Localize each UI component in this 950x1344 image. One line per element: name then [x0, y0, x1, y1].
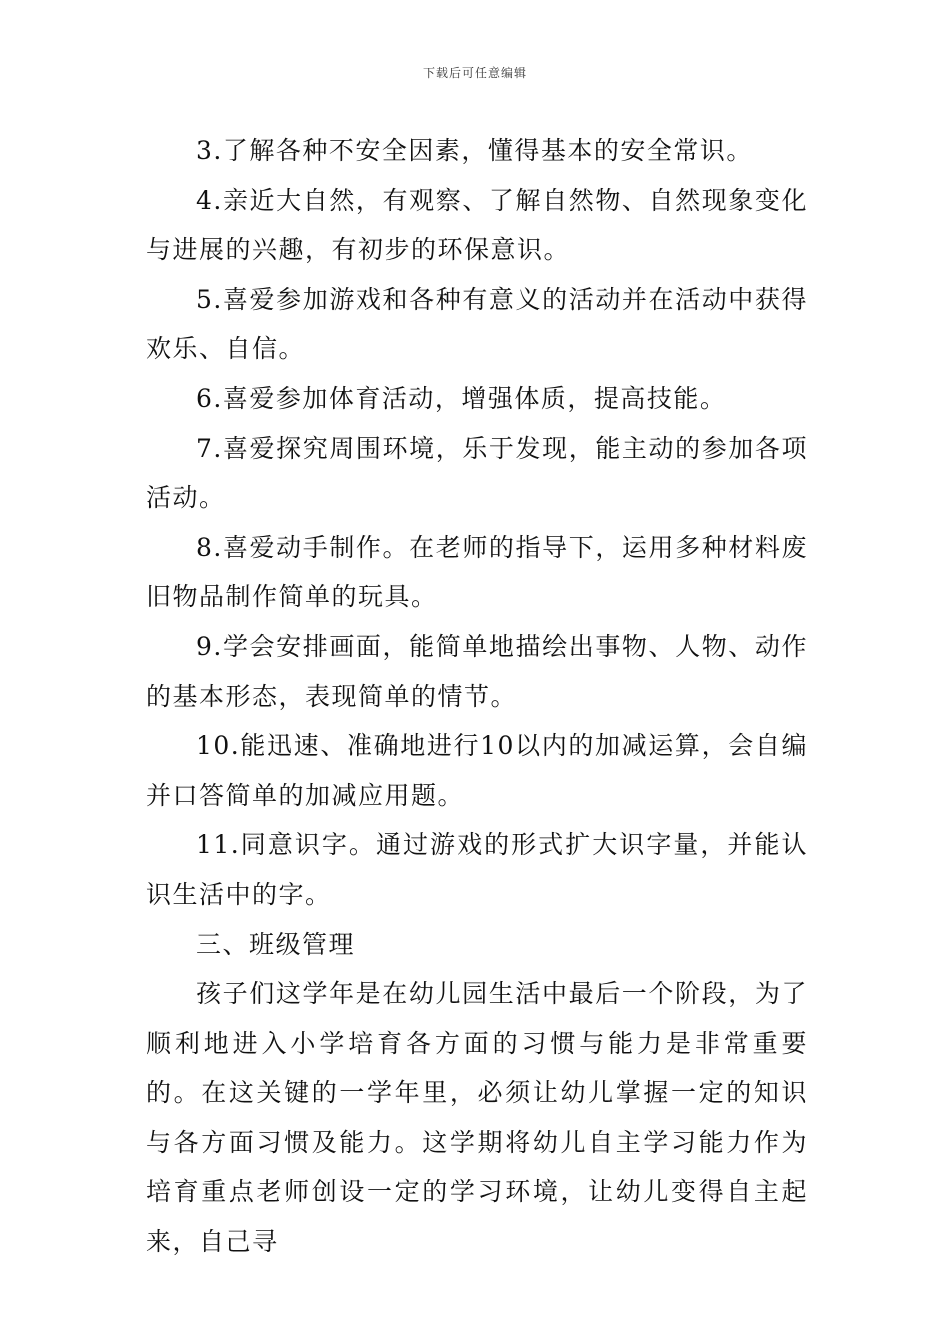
paragraph-item-8: 8.喜爱动手制作。在老师的指导下，运用多种材料废旧物品制作简单的玩具。 [146, 532, 808, 612]
paragraph-item-9: 9.学会安排画面，能简单地描绘出事物、人物、动作的基本形态，表现简单的情节。 [146, 631, 808, 711]
document-body [146, 126, 808, 1267]
paragraph-item-6: 6.喜爱参加体育活动，增强体质，提高技能。 [196, 383, 727, 413]
paragraph-class-management: 孩子们这学年是在幼儿园生活中最后一个阶段，为了顺利地进入小学培育各方面的习惯与能力是非常重要的。在这关键的一学年里，必须让幼儿掌握一定的知识与各方面习惯及能力。这学期将幼儿自主学习能力作为培育重点老师创设一定的学习环境，让幼儿变得自主起来，自己寻 [146, 979, 808, 1257]
paragraph-item-7: 7.喜爱探究周围环境，乐于发现，能主动的参加各项活动。 [146, 433, 808, 513]
paragraph-item-5: 5.喜爱参加游戏和各种有意义的活动并在活动中获得欢乐、自信。 [146, 284, 808, 364]
paragraph-item-11: 11.同意识字。通过游戏的形式扩大识字量，并能认识生活中的字。 [146, 830, 808, 909]
paragraph-item-3: 3.了解各种不安全因素，懂得基本的安全常识。 [196, 136, 753, 165]
page-header: 下载后可任意编辑 [422, 66, 527, 80]
section-heading-class-management: 三、班级管理 [196, 929, 356, 959]
paragraph-item-10: 10.能迅速、准确地进行10以内的加减运算，会自编并口答简单的加减应用题。 [146, 731, 808, 810]
paragraph-item-4: 4.亲近大自然，有观察、了解自然物、自然现象变化与进展的兴趣，有初步的环保意识。 [146, 185, 808, 265]
